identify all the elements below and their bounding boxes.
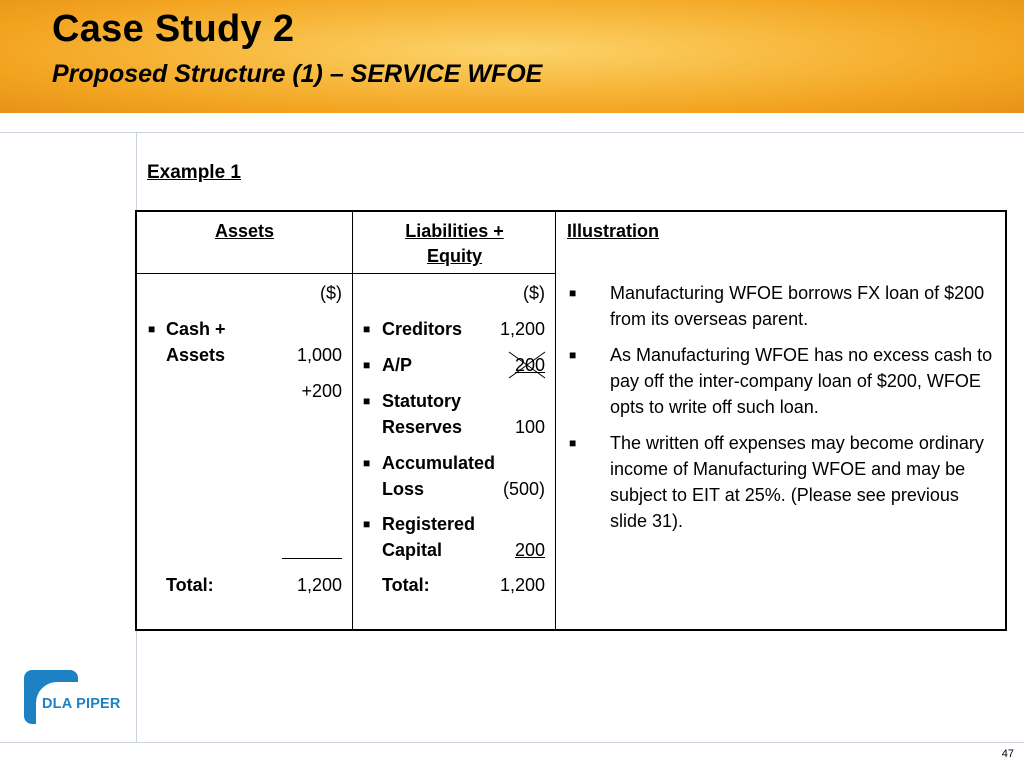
statutory-label-2: Reserves: [382, 417, 463, 437]
slide-title: Case Study 2: [52, 8, 295, 50]
liabilities-total-label: Total:: [382, 575, 430, 595]
sum-line: [282, 558, 342, 559]
assets-total-label: Total:: [166, 575, 214, 595]
assets-header: Assets: [214, 221, 275, 241]
bullet-icon: ■: [363, 322, 371, 336]
registered-value: 200: [514, 540, 545, 560]
registered-label-2: Capital: [382, 540, 443, 560]
page-number: 47: [1001, 748, 1014, 760]
list-item: [567, 430, 997, 534]
bullet-icon: ■: [363, 456, 371, 470]
column-divider: [555, 212, 556, 629]
assets-unit: ($): [320, 283, 342, 303]
bullet-icon: ■: [363, 358, 371, 372]
liabilities-total-value: 1,200: [499, 575, 545, 595]
list-item: [567, 280, 997, 332]
bullet-icon: ■: [569, 286, 577, 300]
balance-sheet-table: [135, 210, 1007, 631]
statutory-label-1: Statutory: [382, 391, 462, 411]
statutory-value: 100: [514, 417, 545, 437]
list-item: [567, 342, 997, 420]
cash-assets-value: 1,000: [296, 345, 342, 365]
header-divider: [137, 273, 555, 274]
liabilities-header: Liabilities + Equity: [405, 221, 504, 266]
ap-value: 200: [514, 355, 545, 375]
illustration-text: Manufacturing WFOE borrows FX loan of $200 from its overseas parent.: [610, 283, 985, 329]
top-divider: [0, 132, 1024, 133]
bullet-icon: ■: [569, 436, 577, 450]
assets-adjustment: +200: [301, 381, 342, 401]
title-banner: [0, 0, 1024, 113]
cash-assets-label-2: Assets: [166, 345, 226, 365]
bottom-divider: [0, 742, 1024, 743]
bullet-icon: ■: [363, 394, 371, 408]
liabilities-unit: ($): [523, 283, 545, 303]
registered-label-1: Registered: [382, 514, 476, 534]
illustration-header: Illustration: [567, 221, 660, 241]
slide-subtitle: Proposed Structure (1) – SERVICE WFOE: [52, 60, 543, 88]
example-label: Example 1: [147, 162, 241, 183]
accumulated-value: (500): [502, 479, 545, 499]
ap-label: A/P: [382, 355, 413, 375]
creditors-value: 1,200: [499, 319, 545, 339]
illustration-list: [567, 280, 997, 544]
column-divider: [352, 212, 353, 629]
illustration-text: As Manufacturing WFOE has no excess cash to pay off the inter-company loan of $200, WFOE opts to write off such loan.: [610, 345, 993, 417]
cash-assets-label-1: Cash +: [166, 319, 226, 339]
bullet-icon: ■: [363, 517, 371, 531]
creditors-label: Creditors: [382, 319, 463, 339]
strike-cross-icon: [507, 350, 547, 380]
logo-text: DLA PIPER: [42, 696, 121, 712]
bullet-icon: ■: [569, 348, 577, 362]
bullet-icon: ■: [148, 322, 156, 336]
illustration-text: The written off expenses may become ordinary income of Manufacturing WFOE and may be subject to EIT at 25%. (Please see previous slide 31).: [610, 433, 984, 531]
accumulated-label-2: Loss: [382, 479, 425, 499]
accumulated-label-1: Accumulated: [382, 453, 496, 473]
assets-total-value: 1,200: [296, 575, 342, 595]
